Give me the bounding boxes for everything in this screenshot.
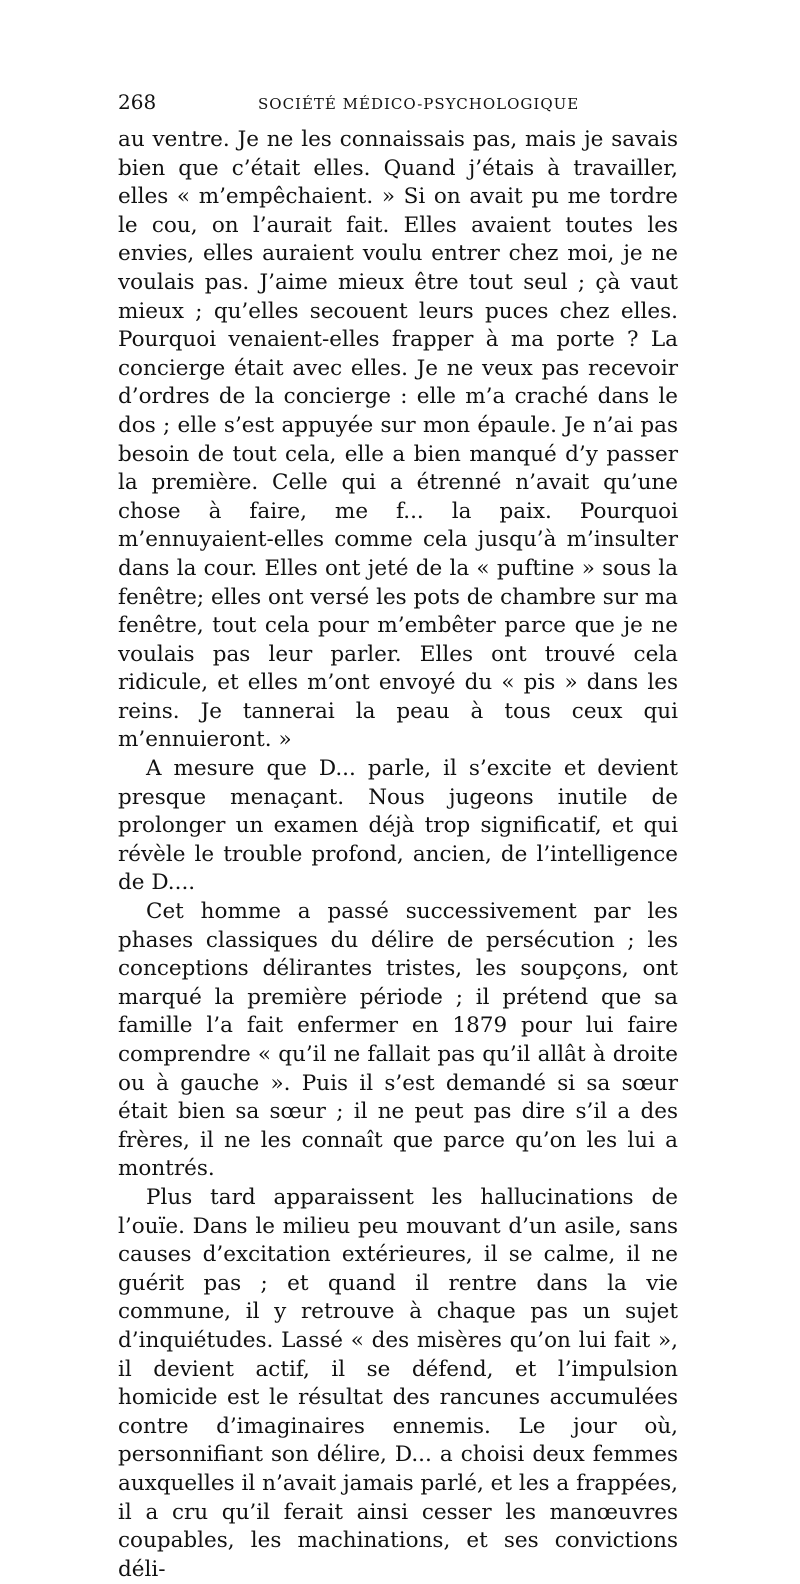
paragraph-3: Cet homme a passé successivement par les phases classiques du délire de persécution ; les conceptions délirantes tristes, les soupçons, ont marqué la première période ; il prétend que sa famille l’a fait enfermer en 1879 pour lui faire comprendre « qu’il ne fallait pas qu’il allât à droite ou à gauche ». Puis il s’est demandé si sa sœur était bien sa sœur ; il ne peut pas dire s’il a des frères, il ne les connaît que parce qu’on les lui a montrés. (118, 899, 678, 1182)
running-title: SOCIÉTÉ MÉDICO-PSYCHOLOGIQUE (258, 95, 580, 113)
body-text (118, 126, 678, 1584)
paragraph-1: au ventre. Je ne les connaissais pas, mais je savais bien que c’était elles. Quand j’étais à travailler, elles « m’empêchaient. » Si on avait pu me tordre le cou, on l’aurait fait. Elles avaient toutes les envies, elles auraient voulu entrer chez moi, je ne voulais pas. J’aime mieux être tout seul ; çà vaut mieux ; qu’elles secouent leurs puces chez elles. Pourquoi venaient-elles frapper à ma porte ? La concierge était avec elles. Je ne veux pas recevoir d’ordres de la concierge : elle m’a craché dans le dos ; elle s’est appuyée sur mon épaule. Je n’ai pas besoin de tout cela, elle a bien manqué d’y passer la première. Celle qui a étrenné n’avait qu’une chose à faire, me f... la paix. Pourquoi m’ennuyaient-elles comme cela jusqu’à m’insulter dans la cour. Elles ont jeté de la « puftine » sous la fenêtre; elles ont versé les pots de chambre sur ma fenêtre, tout cela pour m’embêter parce que je ne voulais pas leur parler. Elles ont trouvé cela ridicule, et elles m’ont envoyé du « pis » dans les reins. Je tannerai la peau à tous ceux qui m’ennuieront. » (118, 127, 678, 753)
page-number: 268 (118, 90, 157, 114)
page-header (118, 90, 678, 114)
book-page (118, 90, 678, 1584)
paragraph-4: Plus tard apparaissent les hallucinations de l’ouïe. Dans le milieu peu mouvant d’un asile, sans causes d’excitation extérieures, il se calme, il ne guérit pas ; et quand il rentre dans la vie commune, il y retrouve à chaque pas un sujet d’inquiétudes. Lassé « des misères qu’on lui fait », il devient actif, il se défend, et l’impulsion homicide est le résultat des rancunes accumulées contre d’imaginaires ennemis. Le jour où, personnifiant son délire, D... a choisi deux femmes auxquelles il n’avait jamais parlé, et les a frappées, il a cru qu’il ferait ainsi cesser les manœuvres coupables, les machinations, et ses convictions déli- (118, 1184, 678, 1582)
paragraph-2: A mesure que D... parle, il s’excite et devient presque menaçant. Nous jugeons inutile de prolonger un examen déjà trop significatif, et qui révèle le trouble profond, ancien, de l’intelligence de D.... (118, 756, 678, 896)
